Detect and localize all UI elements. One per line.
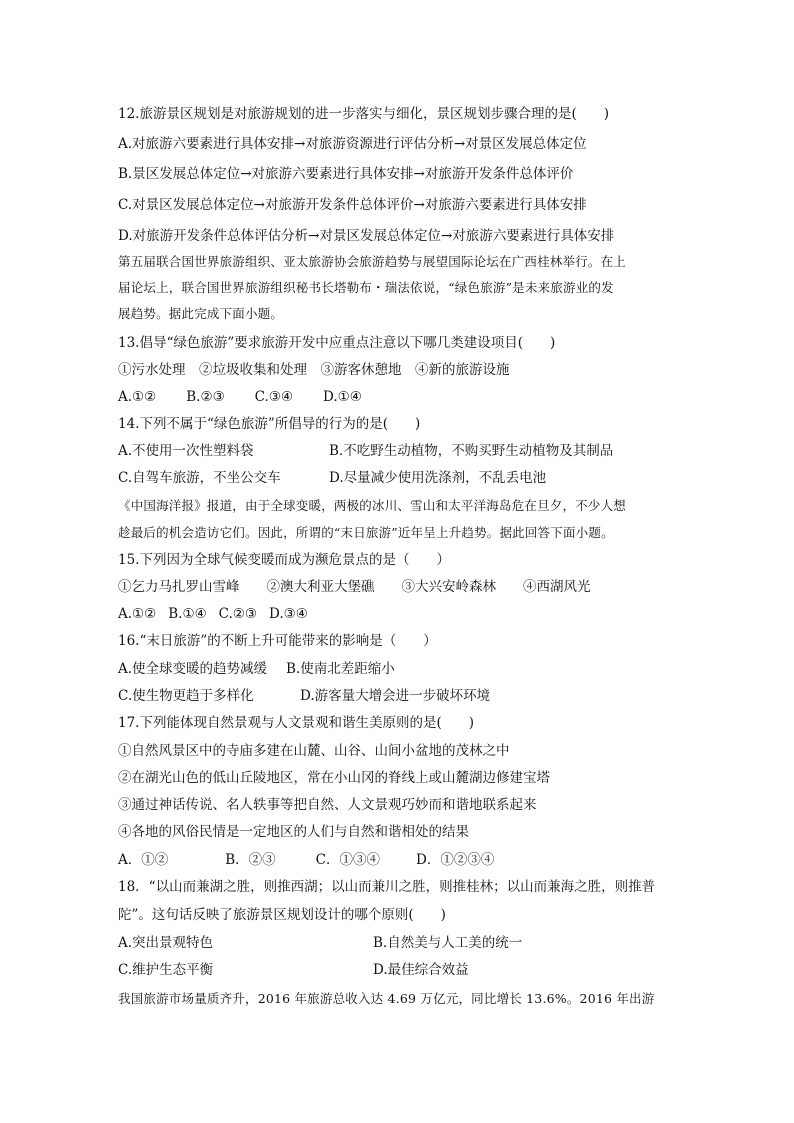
q12-option-c: C.对景区发展总体定位→对旅游开发条件总体评价→对旅游六要素进行具体安排: [118, 197, 587, 213]
q12-option-d: D.对旅游开发条件总体评估分析→对景区发展总体定位→对旅游六要素进行具体安排: [118, 228, 615, 244]
context2-line1: 《中国海洋报》报道，由于全球变暖，两极的冰川、雪山和太平洋海岛危在旦夕，不少人想: [118, 498, 627, 513]
q15-stem: 15.下列因为全球气候变暖而成为濒危景点的是（ ）: [118, 552, 450, 568]
context2-line2: 趁最后的机会造访它们。因此，所谓的“末日旅游”近年呈上升趋势。据此回答下面小题。: [118, 525, 614, 540]
q15-option-c: C.②③: [218, 606, 258, 622]
q16-stem: 16.“末日旅游”的不断上升可能带来的影响是（ ）: [118, 633, 437, 649]
q13-option-d: D.①④: [323, 389, 362, 405]
context1-line3: 展趋势。据此完成下面小题。: [118, 306, 284, 321]
q14-option-b: B.不吃野生动植物，不购买野生动植物及其制品: [329, 443, 614, 459]
q14-option-d: D.尽量减少使用洗涤剂，不乱丢电池: [329, 470, 547, 486]
q17-item1: ①自然风景区中的寺庙多建在山麓、山谷、山间小盆地的茂林之中: [118, 743, 510, 759]
q14-stem: 14.下列不属于“绿色旅游”所倡导的行为的是( ): [118, 416, 421, 432]
q13-option-c: C.③④: [254, 389, 294, 405]
q15-option-b: B.①④: [168, 606, 207, 622]
q17-item4: ④各地的风俗民情是一定地区的人们与自然和谐相处的结果: [118, 824, 469, 840]
q15-option-d: D.③④: [269, 606, 308, 622]
q14-row1: [118, 441, 614, 461]
q15-options: [118, 604, 320, 624]
q17-option-b: B．②③: [225, 852, 276, 868]
q18-stem-line2: 陀”。这句话反映了旅游景区规划设计的哪个原则( ): [118, 907, 446, 923]
q13-option-b: B.②③: [186, 389, 225, 405]
q17-item2: ②在湖光山色的低山丘陵地区，常在小山冈的脊线上或山麓湖边修建宝塔: [118, 770, 550, 786]
q17-item3: ③通过神话传说、名人轶事等把自然、人文景观巧妙而和谐地联系起来: [118, 797, 537, 813]
q17-options: [118, 850, 494, 870]
q17-option-c: C．①③④: [315, 852, 381, 868]
q16-option-a: A.使全球变暖的趋势减缓: [118, 661, 268, 677]
q16-option-d: D.游客量大增会进一步破坏环境: [300, 688, 491, 704]
q16-row2: [118, 686, 491, 706]
q16-option-c: C.使生物更趋于多样化: [118, 688, 254, 704]
q14-option-a: A.不使用一次性塑料袋: [118, 443, 254, 459]
q12-stem: 12.旅游景区规划是对旅游规划的进一步落实与细化，景区规划步骤合理的是( ): [118, 106, 610, 122]
q13-stem: 13.倡导“绿色旅游”要求旅游开发中应重点注意以下哪几类建设项目( ): [118, 335, 556, 351]
q13-option-a: A.①②: [118, 389, 157, 405]
q15-items: ①乞力马扎罗山雪峰 ②澳大利亚大堡礁 ③大兴安岭森林 ④西湖风光: [118, 579, 591, 595]
q14-row2: [118, 468, 547, 488]
q12-option-a: A.对旅游六要素进行具体安排→对旅游资源进行评估分析→对景区发展总体定位: [118, 136, 587, 152]
q17-option-a: A．①②: [118, 852, 169, 868]
context3-line1: 我国旅游市场量质齐升，2016 年旅游总收入达 4.69 万亿元，同比增长 13.6%。2016 年出游: [118, 991, 655, 1006]
q14-option-c: C.自驾车旅游，不坐公交车: [118, 470, 281, 486]
q13-items: ①污水处理 ②垃圾收集和处理 ③游客休憩地 ④新的旅游设施: [118, 362, 510, 378]
q13-options: [118, 387, 392, 407]
q17-stem: 17.下列能体现自然景观与人文景观和谐生美原则的是( ): [118, 715, 475, 731]
q18-row1: [118, 933, 523, 953]
q18-option-d: D.最佳综合效益: [373, 962, 469, 978]
context1-line1: 第五届联合国世界旅游组织、亚太旅游协会旅游趋势与展望国际论坛在广西桂林举行。在上: [118, 254, 627, 269]
q18-option-b: B.自然美与人工美的统一: [373, 935, 523, 951]
q18-option-c: C.维护生态平衡: [118, 962, 214, 978]
q12-option-b: B.景区发展总体定位→对旅游六要素进行具体安排→对旅游开发条件总体评价: [118, 166, 574, 182]
context1-line2: 届论坛上，联合国世界旅游组织秘书长塔勒布・瑞法依说，“绿色旅游”是未来旅游业的发: [118, 280, 614, 295]
q17-option-d: D．①②③④: [416, 852, 495, 868]
q18-row2: [118, 960, 469, 980]
q15-option-a: A.①②: [118, 606, 157, 622]
q16-option-b: B.使南北差距缩小: [286, 661, 395, 677]
q16-row1: [118, 659, 395, 679]
q18-option-a: A.突出景观特色: [118, 935, 214, 951]
q18-stem-line1: 18．“以山而兼湖之胜，则推西湖；以山而兼川之胜，则推桂林；以山而兼海之胜，则推普: [118, 879, 656, 895]
